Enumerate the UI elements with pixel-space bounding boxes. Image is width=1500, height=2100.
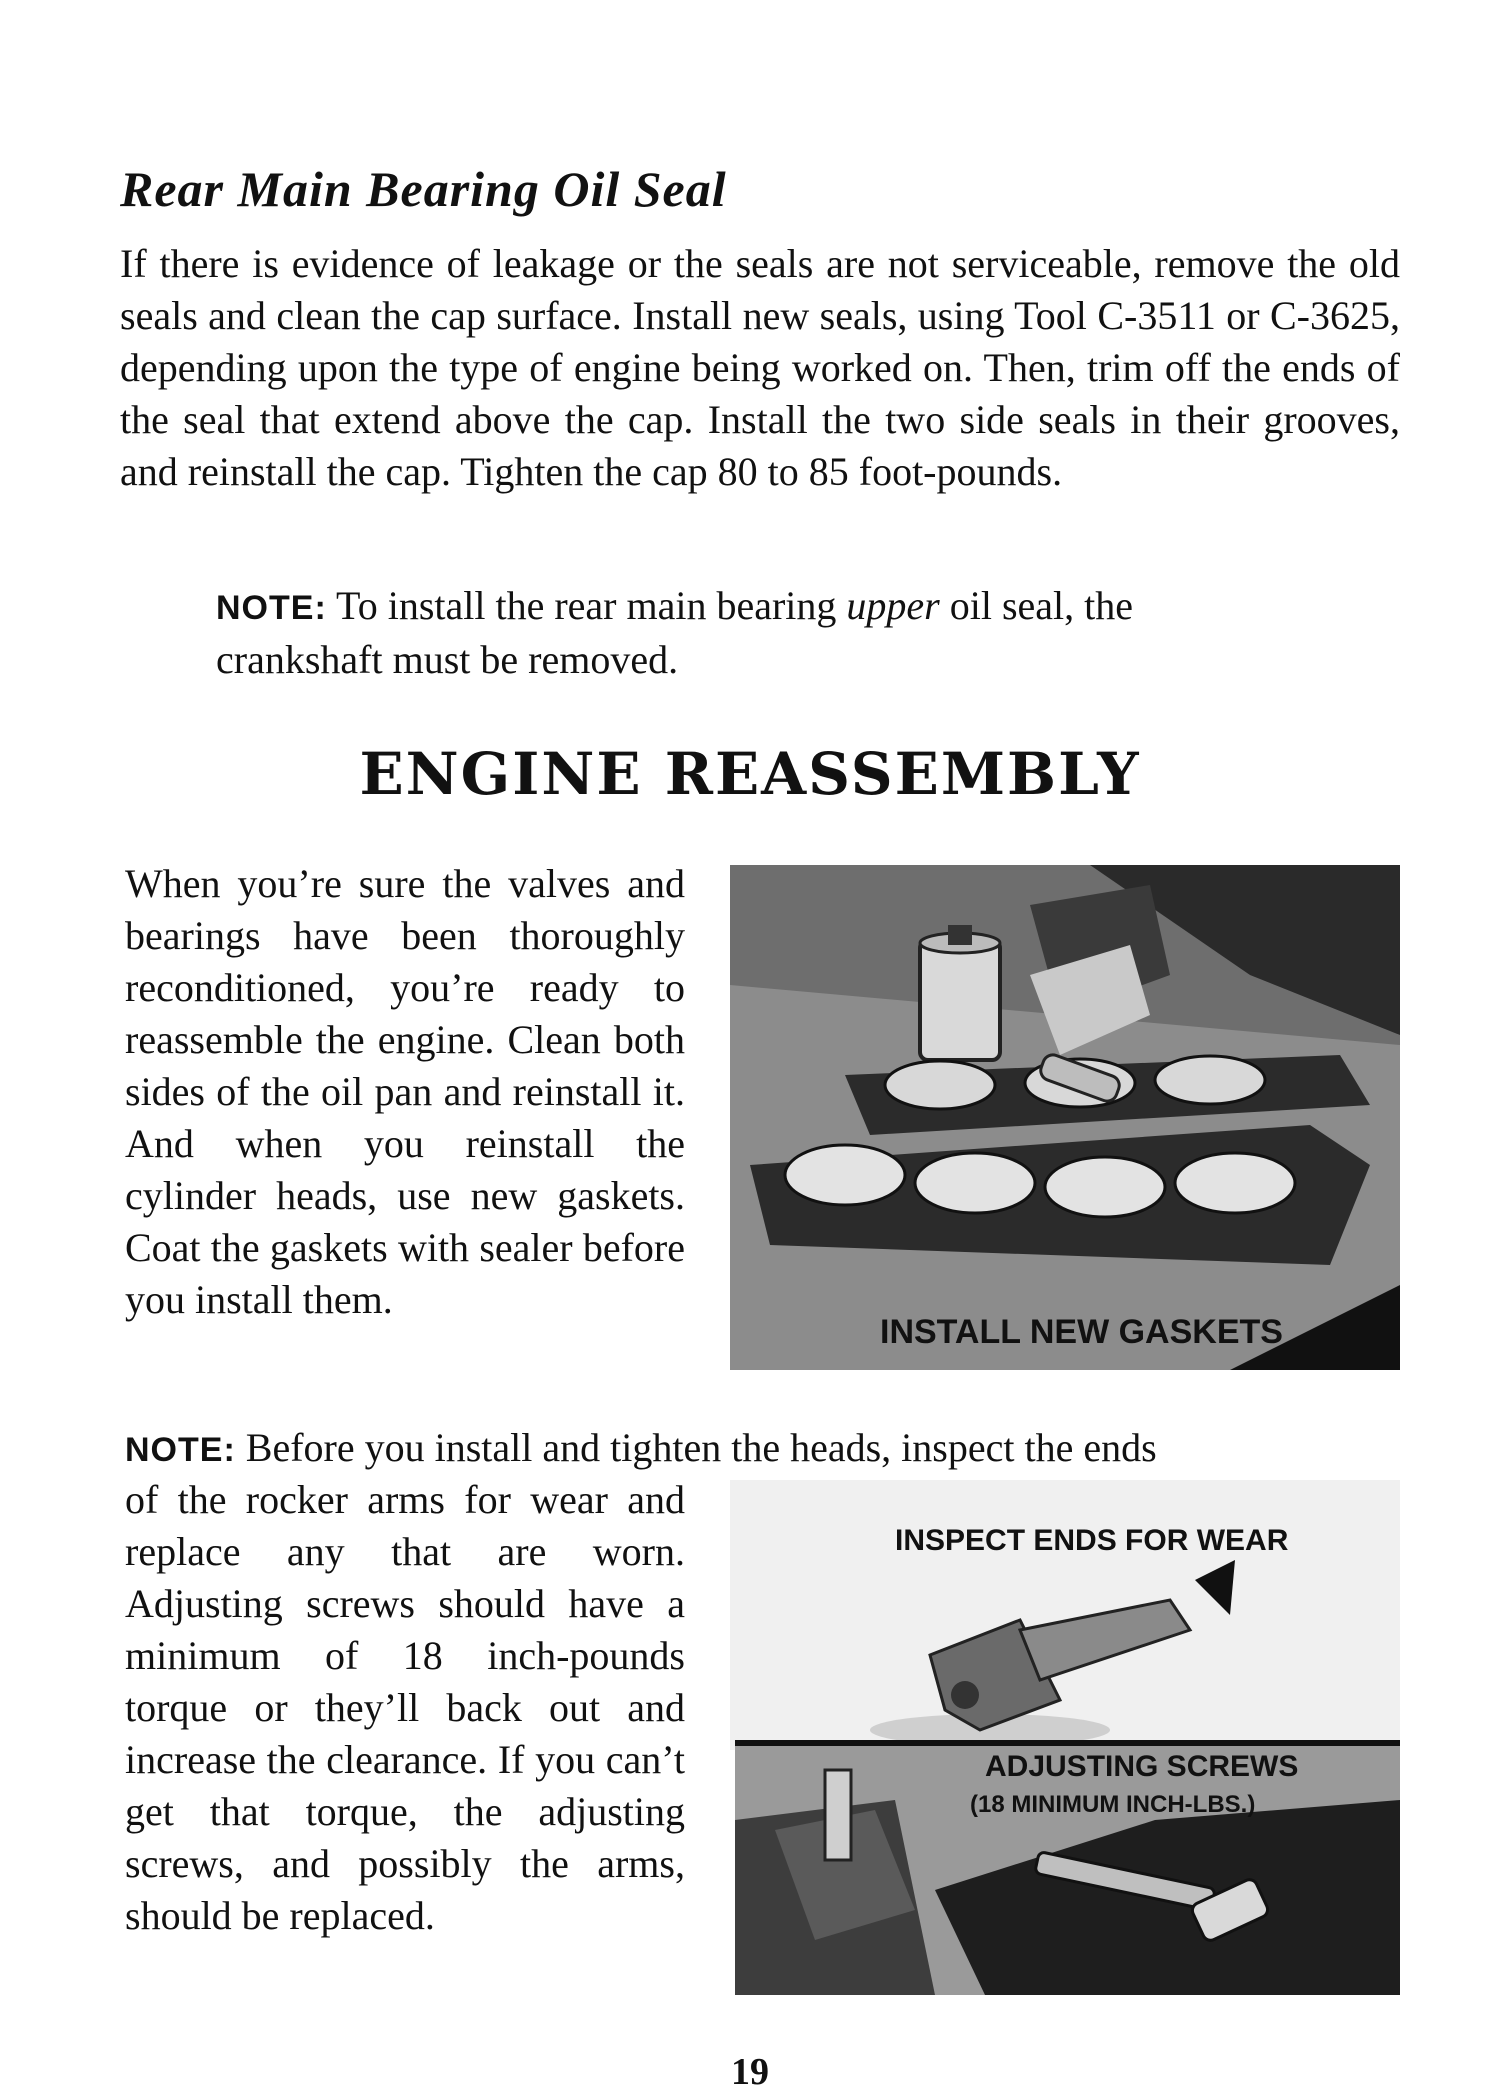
note-rocker-arms-first-line [125,1422,1415,1476]
paragraph-rocker-arms: of the rocker arms for wear and replace any that are worn. Adjusting screws should have a minimum of 18 inch-pounds torque or they’ll back out and increase the clearance. If you can’t get that torque, the adjusting screws, and possibly the arms, should be replaced. [125,1477,685,1938]
paragraph-oil-seal: If there is evidence of leakage or the seals are not serviceable, remove the old seals and clean the cap surface. Install new seals, using Tool C-3511 or C-3625, depending upon the type of engine being worked on. Then, trim off the ends of the seal that extend above the cap. Install the two side seals in their grooves, and reinstall the cap. Tighten the cap 80 to 85 foot-pounds. [120,241,1400,494]
section-heading-engine-reassembly: ENGINE REASSEMBLY [359,740,1141,808]
page-number: 19 [731,2051,769,2093]
note-label: NOTE: [216,589,327,627]
section-heading-rear-main-bearing: Rear Main Bearing Oil Seal [120,161,727,217]
photo1-caption: INSTALL NEW GASKETS [880,1313,1283,1351]
paragraph-reassembly: When you’re sure the valves and bearings have been thoroughly reconditioned, you’re ready to reassemble the engine. Clean both sides of the oil pan and reinstall it. And when you reinstall the cylinder heads, use new gaskets. Coat the gaskets with sealer before you install them. [125,861,685,1322]
note2-label: NOTE: [125,1431,236,1469]
photo-inspect-ends [730,1480,1400,1750]
photo-adjusting-screws [735,1740,1400,1995]
note-text-after: oil seal, the crankshaft must be removed. [216,583,1134,682]
photo2-caption: INSPECT ENDS FOR WEAR [895,1524,1289,1557]
note-text-before: To install the rear main bearing [326,583,847,628]
note2-line1: Before you install and tighten the heads, inspect the ends [235,1425,1157,1470]
photo3-caption-line1: ADJUSTING SCREWS [985,1750,1299,1783]
note-emphasis: upper [846,583,940,628]
note-upper-oil-seal [216,580,1306,686]
photo3-caption-line2: (18 MINIMUM INCH-LBS.) [970,1791,1256,1818]
photo-install-gaskets [730,865,1400,1370]
